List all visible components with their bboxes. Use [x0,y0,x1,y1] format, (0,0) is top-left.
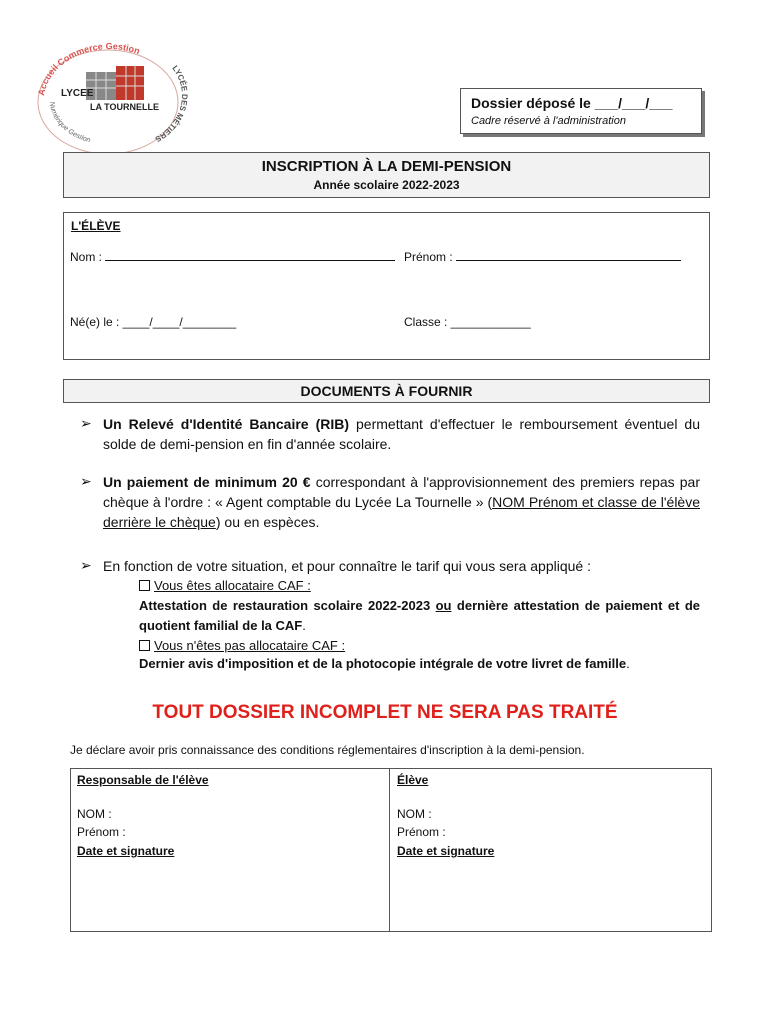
school-logo-graphic [30,40,190,160]
caf-yes-doc-or: ou [435,598,452,613]
rib-item [103,414,700,454]
admin-reserved-box [460,88,702,134]
nom-fill-line [105,250,395,261]
caf-no-label: Vous n'êtes pas allocataire CAF : [154,638,346,653]
caf-no-option[interactable] [139,636,700,656]
payment-end: ) ou en espèces. [215,514,320,530]
caf-yes-label: Vous êtes allocataire CAF : [154,578,311,593]
table-divider [389,769,390,931]
caf-no-documents [139,654,700,674]
payment-bold: Un paiement de minimum 20 € [103,474,311,490]
deposit-date-label: Dossier déposé le ___/___/___ [471,95,673,111]
nom-label: Nom : [70,250,103,264]
caf-yes-doc-end: . [302,618,306,633]
caf-yes-doc-1: Attestation de restauration scolaire 2022-2023 [139,598,436,613]
form-title: INSCRIPTION À LA DEMI-PENSION [261,158,512,175]
caf-yes-checkbox[interactable] [139,580,150,591]
payment-item [103,472,700,532]
responsable-nom[interactable]: NOM : [77,807,112,821]
caf-yes-documents [139,596,700,636]
arrow-bullet-icon: ➢ [80,415,92,431]
incomplete-warning: TOUT DOSSIER INCOMPLET NE SERA PAS TRAITÉ [152,702,618,723]
rib-rest: permettant d'effectuer le remboursement éventuel du solde de demi-pension en fin d'année scolaire. [103,416,700,452]
svg-text:Numérique Gestion [48,101,91,144]
nom-field[interactable] [70,250,395,264]
documents-heading: DOCUMENTS À FOURNIR [63,379,710,403]
rib-bold: Un Relevé d'Identité Bancaire (RIB) [103,416,350,432]
form-title-box [63,152,710,198]
situation-item: En fonction de votre situation, et pour connaître le tarif qui vous sera appliqué : [103,558,591,574]
eleve-heading: Élève [397,773,429,787]
birthdate-field[interactable]: Né(e) le : ____/____/________ [70,315,237,329]
payment-underlined: NOM Prénom et classe de l'élève derrière le chèque [103,494,700,530]
caf-no-doc: Dernier avis d'imposition et de la photocopie intégrale de votre livret de famille [139,656,627,671]
school-logo [30,40,190,160]
caf-no-checkbox[interactable] [139,640,150,651]
logo-arc-right: LYCÉE DES MÉTIERS [153,63,190,144]
responsable-prenom[interactable]: Prénom : [77,825,126,839]
declaration-text: Je déclare avoir pris connaissance des conditions réglementaires d'inscription à la demi-pension. [70,743,585,757]
eleve-nom[interactable]: NOM : [397,807,432,821]
prenom-field[interactable] [404,250,681,264]
logo-name-2: LA TOURNELLE [90,102,159,112]
caf-yes-option[interactable] [139,576,700,596]
prenom-fill-line [456,250,681,261]
classe-field[interactable]: Classe : ____________ [404,315,531,329]
student-section [63,212,710,360]
caf-no-doc-end: . [626,656,630,671]
school-year: Année scolaire 2022-2023 [313,178,460,192]
eleve-prenom[interactable]: Prénom : [397,825,446,839]
student-heading: L'ÉLÈVE [71,219,121,233]
responsable-heading: Responsable de l'élève [77,773,209,787]
logo-arc-top: Accueil Commerce Gestion [36,41,142,97]
prenom-label: Prénom : [404,250,453,264]
arrow-bullet-icon: ➢ [80,557,92,573]
admin-note: Cadre réservé à l'administration [471,115,626,127]
arrow-bullet-icon: ➢ [80,473,92,489]
logo-arc-left: Numérique Gestion [47,101,92,145]
logo-name-1: LYCEE [61,88,94,99]
caf-yes-doc-2: dernière attestation de paiement et de quotient familial de la CAF [139,598,700,633]
responsable-date-signature[interactable]: Date et signature [77,844,175,858]
signature-table [70,768,712,932]
payment-rest: correspondant à l'approvisionnement des premiers repas par chèque à l'ordre : « Agent comptable du Lycée La Tournelle » ( [103,474,700,510]
eleve-date-signature[interactable]: Date et signature [397,844,495,858]
